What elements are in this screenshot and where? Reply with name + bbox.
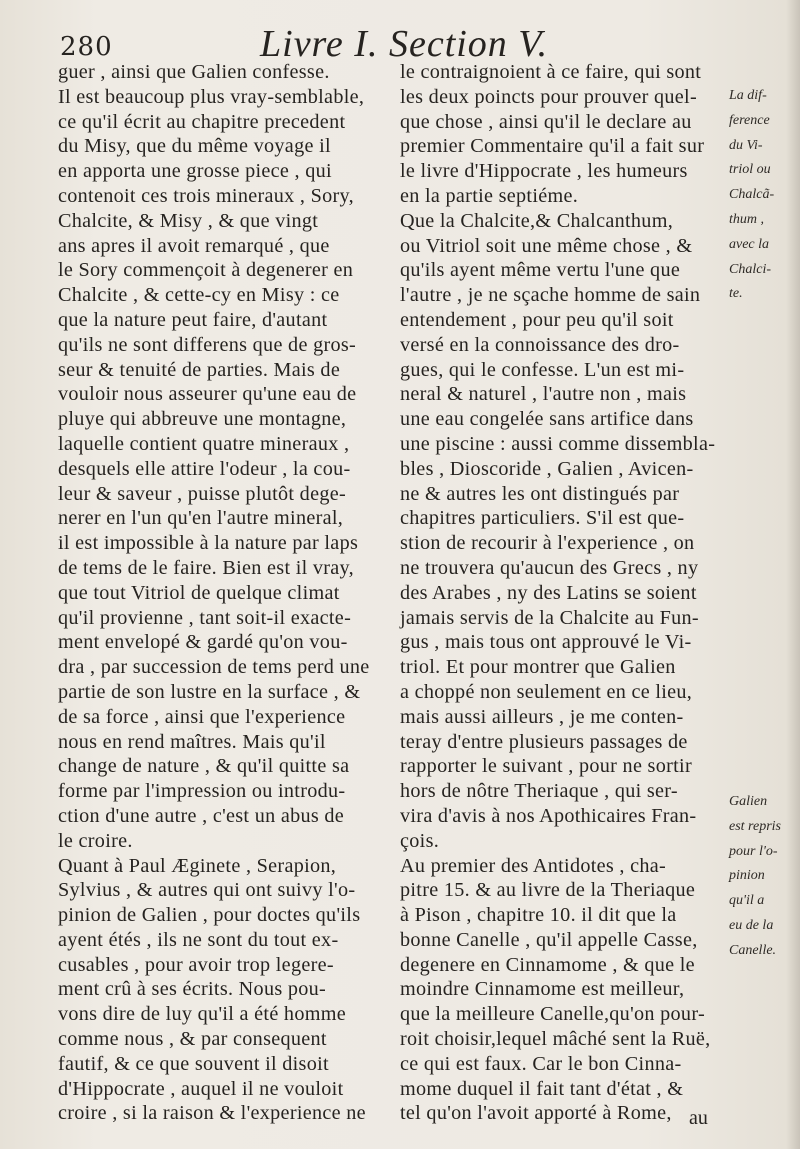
text-line: gues, qui le confesse. L'un est mi- xyxy=(400,358,685,381)
text-line: versé en la connoissance des dro- xyxy=(400,333,680,356)
marginal-note-line: qu'il a xyxy=(729,893,765,909)
text-line: comme nous , & par consequent xyxy=(58,1028,327,1051)
text-line: vouloir nous asseurer qu'une eau de xyxy=(58,383,357,406)
text-line: gus , mais tous ont approuvé le Vi- xyxy=(400,631,692,654)
text-line: contenoit ces trois mineraux , Sory, xyxy=(58,184,354,207)
text-line: degenere en Cinnamome , & que le xyxy=(400,953,695,976)
text-line: qu'ils ayent même vertu l'une que xyxy=(400,259,681,282)
text-line: des Arabes , ny des Latins se soient xyxy=(400,581,697,604)
text-line: leur & saveur , puisse plutôt dege- xyxy=(58,482,347,505)
text-line: ou Vitriol soit une même chose , & xyxy=(400,234,693,257)
text-line: le livre d'Hippocrate , les humeurs xyxy=(400,160,688,183)
running-title: Livre I. Section V. xyxy=(260,23,549,65)
text-line: ment crû à ses écrits. Nous pou- xyxy=(58,978,327,1001)
text-line: Chalcite , & cette-cy en Misy : ce xyxy=(58,284,340,307)
text-line: bles , Dioscoride , Galien , Avicen- xyxy=(400,457,694,480)
text-line: premier Commentaire qu'il a fait sur xyxy=(400,135,705,158)
text-line: d'Hippocrate , auquel il ne vouloit xyxy=(58,1077,344,1100)
marginal-note-vitriol xyxy=(729,87,774,310)
marginal-note-line: te. xyxy=(729,286,743,302)
text-line: en apporta une grosse piece , qui xyxy=(58,160,332,183)
text-line: entendement , pour peu qu'il soit xyxy=(400,308,674,331)
text-line: ction d'une autre , c'est un abus de xyxy=(58,804,345,827)
text-line: moindre Cinnamome est meilleur, xyxy=(400,978,685,1001)
text-line: fautif, & ce que souvent il disoit xyxy=(58,1052,329,1075)
text-line: Sylvius , & autres qui ont suivy l'o- xyxy=(58,879,356,902)
text-line: guer , ainsi que Galien confesse. xyxy=(58,61,330,83)
marginal-note-line: eu de la xyxy=(729,917,774,933)
text-line: il est impossible à la nature par laps xyxy=(58,532,359,555)
text-line: pitre 15. & au livre de la Theriaque xyxy=(400,879,696,902)
text-line: neral & naturel , l'autre non , mais xyxy=(400,383,687,406)
text-line: à Pison , chapitre 10. il dit que la xyxy=(400,904,677,927)
text-line: jamais servis de la Chalcite au Fun- xyxy=(400,606,699,629)
text-line: ce qu'il écrit au chapitre precedent xyxy=(58,110,346,133)
text-line: qu'il provienne , tant soit-il exacte- xyxy=(58,606,352,629)
text-line: roit choisir,lequel mâché sent la Ruë, xyxy=(400,1028,711,1051)
text-line: dra , par succession de tems perd une xyxy=(58,656,370,679)
text-line: en la partie septiéme. xyxy=(400,184,579,207)
marginal-note-line: pinion xyxy=(729,868,765,884)
marginal-note-line: est repris xyxy=(729,818,781,834)
marginal-note-line: Canelle. xyxy=(729,942,777,958)
text-line: cusables , pour avoir trop legere- xyxy=(58,953,334,976)
text-line: tel qu'on l'avoit apporté à Rome, xyxy=(400,1102,672,1125)
text-line: a choppé non seulement en ce lieu, xyxy=(400,680,693,703)
text-line: vira d'avis à nos Apothicaires Fran- xyxy=(400,804,697,827)
text-line: de tems de le faire. Bien est il vray, xyxy=(58,556,354,579)
text-line: Chalcite, & Misy , & que vingt xyxy=(58,209,319,232)
text-line: Au premier des Antidotes , cha- xyxy=(400,854,667,877)
text-line: Quant à Paul Æginete , Serapion, xyxy=(58,854,337,877)
right-text-column xyxy=(400,60,720,1126)
marginal-note-line: ference xyxy=(729,112,770,128)
marginal-note-line: Galien xyxy=(729,794,768,809)
text-line: stion de recourir à l'experience , on xyxy=(400,532,695,555)
text-line: ment envelopé & gardé qu'on vou- xyxy=(58,631,348,654)
text-line: mome duquel il fait tant d'état , & xyxy=(400,1077,684,1100)
text-line: que chose , ainsi qu'il le declare au xyxy=(400,110,692,133)
text-line: ayent étés , ils ne sont du tout ex- xyxy=(58,928,339,951)
text-line: ne & autres les ont distingués par xyxy=(400,482,680,505)
marginal-note-galien xyxy=(729,793,781,967)
marginal-note-line: La dif- xyxy=(729,88,767,103)
text-line: pluye qui abbreuve une montagne, xyxy=(58,408,347,431)
text-line: desquels elle attire l'odeur , la cou- xyxy=(58,457,351,480)
text-line: du Misy, que du même voyage il xyxy=(58,135,331,158)
text-line: croire , si la raison & l'experience ne xyxy=(58,1102,366,1125)
text-line: vons dire de luy qu'il a été homme xyxy=(58,1003,346,1026)
marginal-note-line: du Vi- xyxy=(729,137,763,153)
text-line: teray d'entre plusieurs passages de xyxy=(400,730,688,753)
marginal-note-line: avec la xyxy=(729,236,770,252)
text-line: nous en rend maîtres. Mais qu'il xyxy=(58,730,326,753)
marginal-note-line: pour l'o- xyxy=(729,843,778,859)
text-line: mais aussi ailleurs , je me conten- xyxy=(400,705,684,728)
page-edge-shadow xyxy=(786,0,800,1149)
catchword: au xyxy=(689,1107,708,1129)
text-line: qu'ils ne sont differens que de gros- xyxy=(58,333,357,356)
text-line: le contraignoient à ce faire, qui sont xyxy=(400,61,702,83)
text-line: triol. Et pour montrer que Galien xyxy=(400,656,676,679)
text-line: nerer en l'un qu'en l'autre mineral, xyxy=(58,507,344,530)
text-line: partie de son lustre en la surface , & xyxy=(58,680,361,703)
text-line: l'autre , je ne sçache homme de sain xyxy=(400,284,701,307)
text-line: bonne Canelle , qu'il appelle Casse, xyxy=(400,928,698,951)
marginal-note-line: Chalci- xyxy=(729,261,771,277)
text-line: que la nature peut faire, d'autant xyxy=(58,308,328,331)
marginal-note-line: Chalcã- xyxy=(729,187,775,203)
text-line: que tout Vitriol de quelque climat xyxy=(58,581,340,604)
text-line: chapitres particuliers. S'il est que- xyxy=(400,507,685,530)
text-line: que la meilleure Canelle,qu'on pour- xyxy=(400,1003,705,1026)
text-line: change de nature , & qu'il quitte sa xyxy=(58,755,350,778)
text-line: ce qui est faux. Car le bon Cinna- xyxy=(400,1052,682,1075)
text-line: les deux poincts pour prouver quel- xyxy=(400,85,697,108)
marginal-note-line: triol ou xyxy=(729,162,771,178)
text-line: le Sory commençoit à degenerer en xyxy=(58,259,354,282)
marginal-note-line: thum , xyxy=(729,211,764,227)
text-line: ne trouvera qu'aucun des Grecs , ny xyxy=(400,556,699,579)
text-line: hors de nôtre Theriaque , qui ser- xyxy=(400,780,678,803)
text-line: le croire. xyxy=(58,829,133,852)
text-line: une piscine : aussi comme dissembla- xyxy=(400,432,716,455)
page-number: 280 xyxy=(60,32,113,62)
text-line: forme par l'impression ou introdu- xyxy=(58,780,346,803)
text-line: une eau congelée sans artifice dans xyxy=(400,408,694,431)
text-line: seur & tenuité de parties. Mais de xyxy=(58,358,341,381)
text-line: pinion de Galien , pour doctes qu'ils xyxy=(58,904,361,927)
text-line: Il est beaucoup plus vray-semblable, xyxy=(58,85,365,108)
text-line: de sa force , ainsi que l'experience xyxy=(58,705,346,728)
text-line: laquelle contient quatre mineraux , xyxy=(58,432,350,455)
text-line: Que la Chalcite,& Chalcanthum, xyxy=(400,209,674,232)
text-line: ans apres il avoit remarqué , que xyxy=(58,234,330,257)
text-line: rapporter le suivant , pour ne sortir xyxy=(400,755,692,778)
left-text-column xyxy=(58,60,388,1126)
text-line: çois. xyxy=(400,829,440,852)
